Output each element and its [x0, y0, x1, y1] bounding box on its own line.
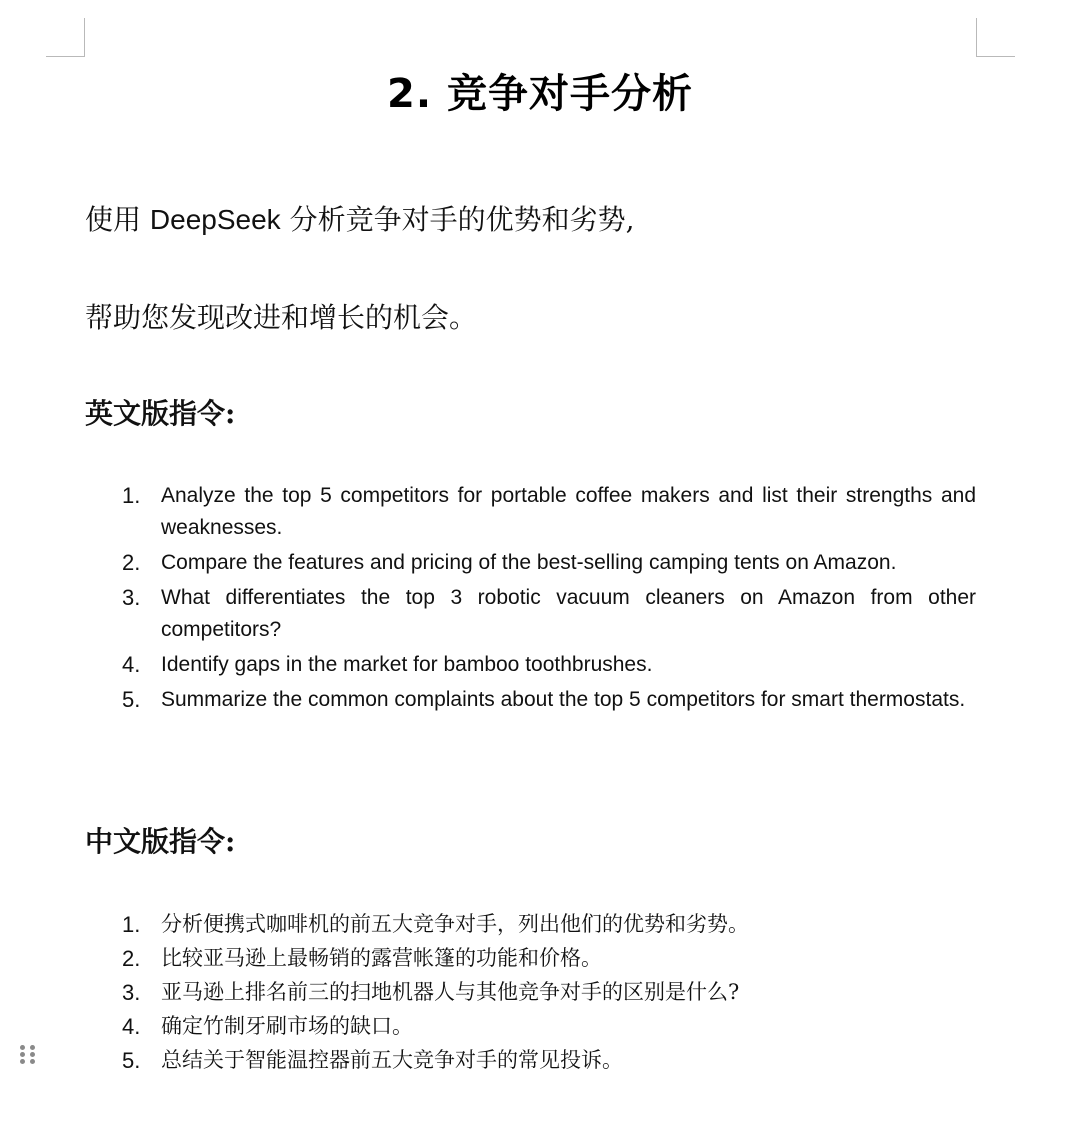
list-item — [122, 480, 976, 544]
list-item-number: 4. — [122, 652, 141, 677]
drag-handle-dot — [20, 1052, 25, 1057]
list-item-text: 确定竹制牙刷市场的缺口。 — [161, 1014, 413, 1038]
list-item-text: 比较亚马逊上最畅销的露营帐篷的功能和价格。 — [161, 946, 602, 970]
list-item — [122, 649, 976, 681]
list-item — [122, 684, 976, 716]
drag-handle-icon[interactable] — [20, 1045, 36, 1067]
list-item — [122, 908, 976, 941]
drag-handle-dot — [20, 1059, 25, 1064]
list-item-text: 亚马逊上排名前三的扫地机器人与其他竞争对手的区别是什么? — [161, 980, 740, 1004]
list-item-text: What differentiates the top 3 robotic vacuum cleaners on Amazon from other competitors? — [161, 586, 976, 641]
drag-handle-dot — [30, 1059, 35, 1064]
intro-brand-name: DeepSeek — [149, 204, 281, 235]
list-item-text: Analyze the top 5 competitors for portable coffee makers and list their strengths and weaknesses. — [161, 484, 976, 539]
english-section-heading: 英文版指令: — [85, 397, 236, 430]
list-item-number: 5. — [122, 1048, 141, 1073]
list-item-text: 分析便携式咖啡机的前五大竞争对手，列出他们的优势和劣势。 — [161, 912, 749, 936]
intro-line-1 — [85, 198, 634, 238]
list-item-text: Identify gaps in the market for bamboo toothbrushes. — [161, 653, 653, 676]
list-item — [122, 942, 976, 975]
list-item-number: 4. — [122, 1014, 141, 1039]
list-item-number: 3. — [122, 980, 141, 1005]
list-item-number: 2. — [122, 550, 141, 575]
chinese-section-heading: 中文版指令: — [85, 825, 236, 858]
list-item — [122, 547, 976, 579]
drag-handle-dot — [30, 1045, 35, 1050]
list-item-number: 3. — [122, 585, 141, 610]
margin-corner-top-right — [976, 18, 1015, 57]
intro-line-1-prefix: 使用 — [85, 203, 150, 236]
intro-line-2: 帮助您发现改进和增长的机会。 — [85, 301, 478, 334]
list-item-number: 1. — [122, 912, 141, 937]
list-item — [122, 582, 976, 646]
list-item — [122, 1044, 976, 1077]
drag-handle-dot — [30, 1052, 35, 1057]
chinese-prompt-list — [122, 908, 976, 1078]
intro-line-1-suffix: 分析竞争对手的优势和劣势, — [280, 203, 635, 236]
list-item-number: 2. — [122, 946, 141, 971]
page-title: 2. 竞争对手分析 — [387, 71, 693, 117]
list-item-number: 5. — [122, 687, 141, 712]
list-item-text: Compare the features and pricing of the best-selling camping tents on Amazon. — [161, 551, 897, 574]
list-item-number: 1. — [122, 483, 141, 508]
drag-handle-dot — [20, 1045, 25, 1050]
margin-corner-top-left — [46, 18, 85, 57]
list-item-text: 总结关于智能温控器前五大竞争对手的常见投诉。 — [161, 1048, 623, 1072]
list-item — [122, 976, 976, 1009]
list-item-text: Summarize the common complaints about the top 5 competitors for smart thermostats. — [161, 688, 966, 711]
list-item — [122, 1010, 976, 1043]
english-prompt-list — [122, 480, 976, 719]
